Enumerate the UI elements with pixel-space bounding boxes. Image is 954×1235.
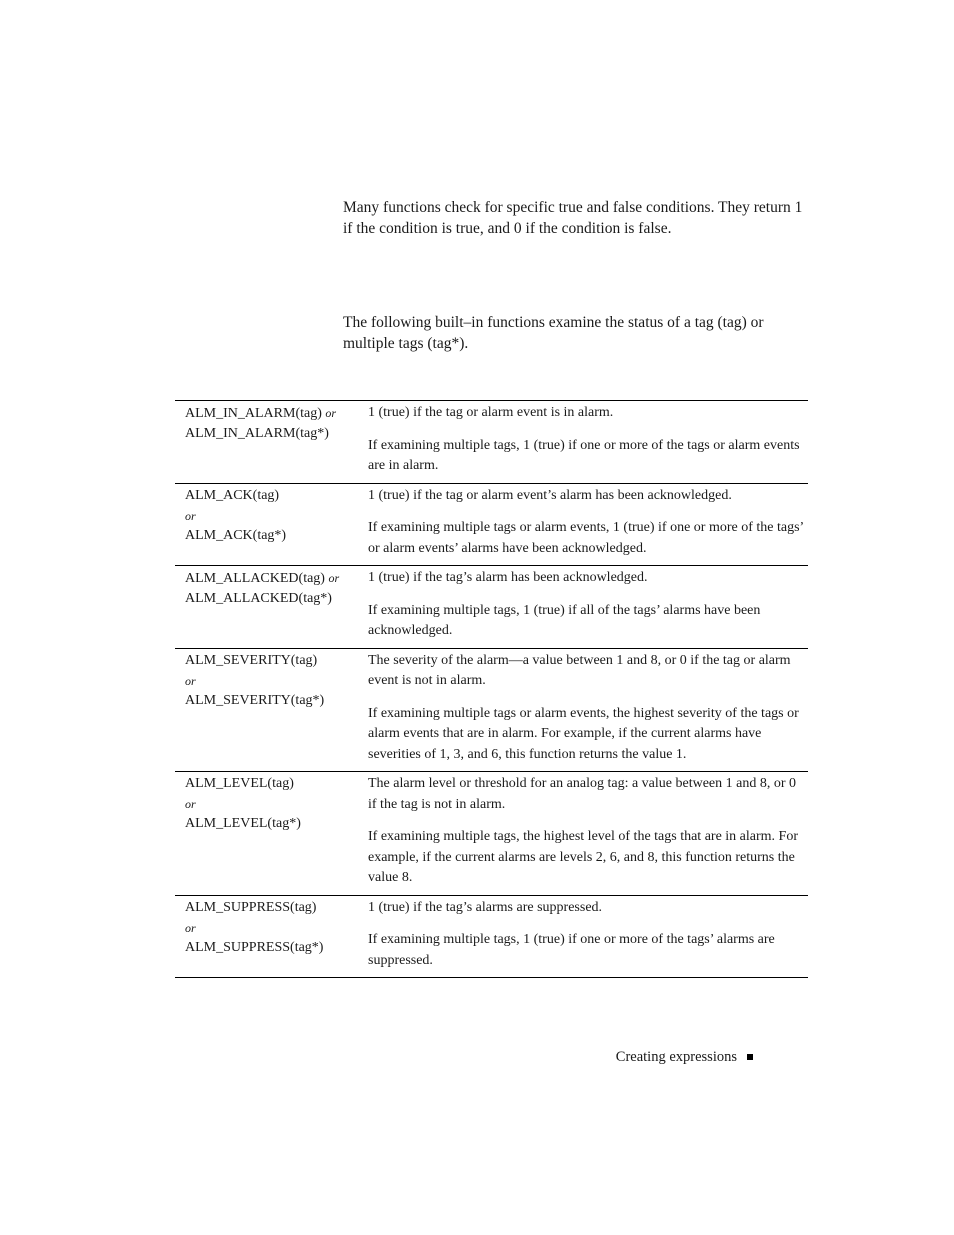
description-text: If examining multiple tags, 1 (true) if all of the tags’ alarms have been acknowledged. (368, 602, 761, 638)
or-label: or (185, 797, 196, 811)
description-cell (358, 772, 808, 896)
square-bullet-icon (747, 1054, 753, 1060)
description-text: 1 (true) if the tag or alarm event’s alarm has been acknowledged. (368, 487, 732, 503)
function-cell (175, 566, 358, 649)
or-label: or (185, 920, 196, 935)
intro-paragraph: Many functions check for specific true and false conditions. They return 1 if the condition is true, and 0 if the condition is false. (343, 199, 803, 237)
description-cell (358, 895, 808, 978)
description-text: If examining multiple tags, the highest level of the tags that are in alarm. For example, if the current alarms are levels 2, 6, and 8, this function returns the value 8. (368, 829, 798, 885)
function-name: ALM_IN_ALARM(tag*) (185, 426, 329, 441)
function-name: ALM_SEVERITY(tag) (185, 652, 318, 668)
description-text: The severity of the alarm—a value between 1 and 8, or 0 if the tag or alarm event is not in alarm. (368, 652, 791, 688)
description-cell (358, 566, 808, 649)
function-cell (175, 772, 358, 896)
or-label: or (328, 571, 340, 585)
footer-title: Creating expressions (615, 1049, 737, 1065)
description-text: If examining multiple tags, 1 (true) if one or more of the tags’ alarms are suppressed. (368, 932, 775, 968)
table-row (175, 401, 808, 484)
description-text: 1 (true) if the tag’s alarm has been acknowledged. (368, 570, 648, 585)
function-cell (175, 895, 358, 978)
or-label: or (185, 673, 196, 688)
description-text: If examining multiple tags, 1 (true) if one or more of the tags or alarm events are in alarm. (368, 437, 800, 473)
table-row (175, 483, 808, 566)
description-text: 1 (true) if the tag’s alarms are suppressed. (368, 899, 603, 915)
table-row (175, 772, 808, 896)
description-text: 1 (true) if the tag or alarm event is in alarm. (368, 405, 614, 420)
function-name: ALM_ALLACKED(tag) (185, 571, 325, 586)
function-name: ALM_ACK(tag*) (185, 527, 287, 543)
description-cell (358, 648, 808, 772)
function-name: ALM_SUPPRESS(tag) (185, 899, 317, 915)
description-cell (358, 401, 808, 484)
lead-paragraph: The following built–in functions examine the status of a tag (tag) or multiple tags (tag*). (343, 314, 764, 352)
function-table (175, 400, 808, 978)
description-text: The alarm level or threshold for an analog tag: a value between 1 and 8, or 0 if the tag is not in alarm. (368, 776, 797, 812)
function-cell (175, 648, 358, 772)
function-name: ALM_SEVERITY(tag*) (185, 692, 325, 708)
description-text: If examining multiple tags or alarm events, the highest severity of the tags or alarm events that are in alarm. For example, if the current alarms have severities of 1, 3, and 6, this function returns the value 1. (368, 705, 799, 762)
function-name: ALM_LEVEL(tag) (185, 776, 294, 791)
function-name: ALM_ACK(tag) (185, 487, 280, 503)
function-name: ALM_SUPPRESS(tag*) (185, 939, 324, 955)
function-name: ALM_ALLACKED(tag*) (185, 591, 332, 606)
function-name: ALM_LEVEL(tag*) (185, 816, 301, 831)
table-row (175, 566, 808, 649)
description-cell (358, 483, 808, 566)
function-name: ALM_IN_ALARM(tag) (185, 406, 322, 421)
table-row (175, 648, 808, 772)
description-text: If examining multiple tags or alarm events, 1 (true) if one or more of the tags’ or alarm events’ alarms have been acknowledged. (368, 520, 804, 556)
function-cell (175, 401, 358, 484)
table-row (175, 895, 808, 978)
or-label: or (325, 406, 337, 420)
or-label: or (185, 508, 196, 523)
page-footer (560, 1047, 753, 1067)
function-cell (175, 483, 358, 566)
